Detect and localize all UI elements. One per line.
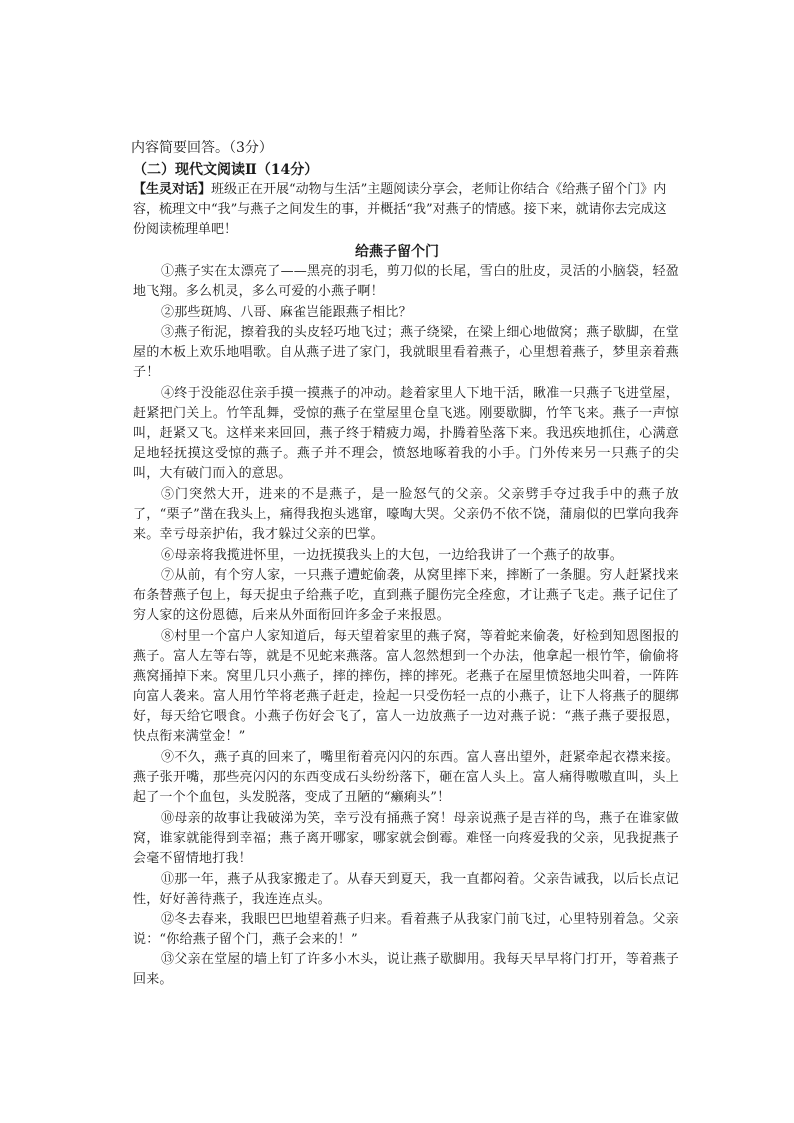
paragraph-4: ④终于没能忍住亲手摸一摸燕子的冲动。趁着家里人下地干活，瞅准一只燕子飞进堂屋，赶紧把门关上。竹竿乱舞，受惊的燕子在堂屋里仓皇飞逃。刚要歇脚，竹竿飞来。燕子一声惊叫，赶紧又飞。这样来来回回，燕子终于精疲力竭，扑腾着坠落下来。我迅疾地抓住，心满意足地轻抚摸这受惊的燕子。燕子并不理会，愤怒地啄着我的小手。门外传来另一只燕子的尖叫，大有破门而入的意思。	[133, 386, 679, 481]
paragraph-6: ⑥母亲将我揽进怀里，一边抚摸我头上的大包，一边给我讲了一个燕子的故事。	[161, 548, 624, 563]
paragraph-5: ⑤门突然大开，进来的不是燕子，是一脸怒气的父亲。父亲劈手夺过我手中的燕子放了，“栗子”凿在我头上，痛得我抱头逃窜，嚎啕大哭。父亲仍不依不饶，蒲扇似的巴掌向我奔来。幸亏母亲护佑，我才躲过父亲的巴掌。	[133, 487, 679, 542]
paragraph-7: ⑦从前，有个穷人家，一只燕子遭蛇偷袭，从窝里摔下来，摔断了一条腿。穷人赶紧找来布条替燕子包上，每天捉虫子给燕子吃，直到燕子腿伤完全痊愈，才让燕子飞走。燕子记住了穷人家的这份恩德，后来从外面衔回许多金子来报恩。	[133, 568, 679, 623]
article-title: 给燕子留个门	[355, 244, 439, 260]
paragraph-1: ①燕子实在太漂亮了——黑亮的羽毛，剪刀似的长尾，雪白的肚皮，灵活的小脑袋，轻盈地飞翔。多么机灵，多么可爱的小燕子啊！	[133, 264, 679, 299]
task-tag: 【生灵对话】	[133, 182, 212, 197]
paragraph-10: ⑩母亲的故事让我破涕为笑，幸亏没有捅燕子窝！母亲说燕子是吉祥的鸟，燕子在谁家做窝，谁家就能得到幸福；燕子离开哪家，哪家就会倒霉。难怪一向疼爱我的父亲，见我捉燕子会毫不留情地打我！	[133, 811, 679, 866]
intro-line: 内容简要回答。（3分）	[131, 140, 273, 156]
paragraph-13: ⑬父亲在堂屋的墙上钉了许多小木头，说让燕子歇脚用。我每天早早将门打开，等着燕子回来。	[133, 952, 679, 987]
paragraph-2: ②那些斑鸠、八哥、麻雀岂能跟燕子相比？	[161, 305, 412, 320]
paragraph-8: ⑧村里一个富户人家知道后，每天望着家里的燕子窝，等着蛇来偷袭，好检到知恩图报的燕子。富人左等右等，就是不见蛇来燕落。富人忽然想到一个办法，他拿起一根竹竿，偷偷将燕窝捅掉下来。窝里几只小燕子，摔的摔伤，摔的摔死。老燕子在屋里愤怒地尖叫着，一阵阵向富人袭来。富人用竹竿将老燕子赶走，捡起一只受伤轻一点的小燕子，让下人将燕子的腿绑好，每天给它喂食。小燕子伤好会飞了，富人一边放燕子一边对燕子说：“燕子燕子要报恩，快点衔来满堂金！”	[133, 629, 679, 744]
paragraph-3: ③燕子衔泥，擦着我的头皮轻巧地飞过；燕子绕梁，在梁上细心地做窝；燕子歇脚，在堂屋的木板上欢乐地唱歌。自从燕子进了家门，我就眼里看着燕子，心里想着燕子，梦里亲着燕子！	[133, 325, 679, 380]
section-heading: （二）现代文阅读Ⅱ（14分）	[133, 162, 319, 178]
task-text: 班级正在开展“动物与生活”主题阅读分享会，老师让你结合《给燕子留个门》内容，梳理文中“我”与燕子之间发生的事，并概括“我”对燕子的情感。接下来，就请你去完成这份阅读梳理单吧！	[133, 182, 667, 237]
paragraph-12: ⑫冬去春来，我眼巴巴地望着燕子归来。看着燕子从我家门前飞过，心里特别着急。父亲说：“你给燕子留个门，燕子会来的！”	[133, 912, 679, 947]
paragraph-9: ⑨不久，燕子真的回来了，嘴里衔着亮闪闪的东西。富人喜出望外，赶紧牵起衣襟来接。燕子张开嘴，那些亮闪闪的东西变成石头纷纷落下，砸在富人头上。富人痛得嗷嗷直叫，头上起了一个个血包，头发脱落，变成了丑陋的“癞痢头”！	[133, 750, 679, 805]
paragraph-11: ⑪那一年，燕子从我家搬走了。从春天到夏天，我一直都闷着。父亲告诫我，以后长点记性，好好善待燕子，我连连点头。	[133, 872, 679, 907]
task-instruction	[133, 180, 679, 240]
